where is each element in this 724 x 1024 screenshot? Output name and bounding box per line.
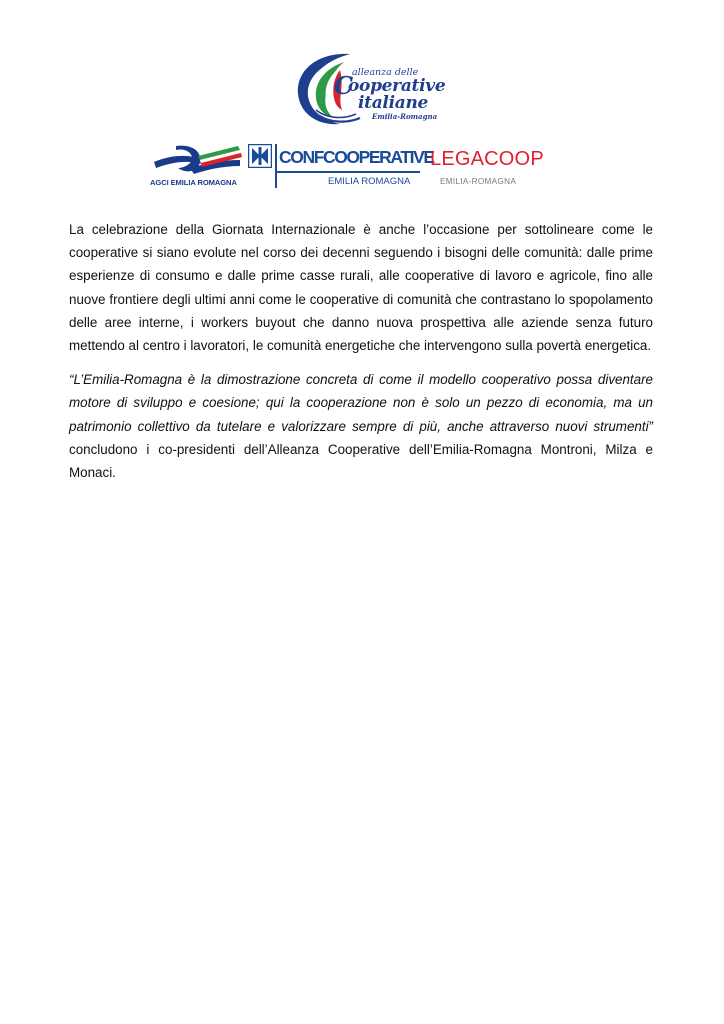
alleanza-logo-region: Emilia-Romagna <box>372 112 438 121</box>
confcooperative-region: EMILIA ROMAGNA <box>328 176 411 187</box>
agci-logo-caption: AGCI EMILIA ROMAGNA <box>150 178 237 187</box>
confcooperative-logo <box>248 144 434 190</box>
legacoop-logo <box>430 148 554 188</box>
agci-knot-icon <box>150 142 244 178</box>
alleanza-logo-line3: italiane <box>358 93 429 113</box>
svg-text:C: C <box>334 71 354 100</box>
alleanza-logo-line2: ooperative <box>348 76 446 96</box>
body-paragraph-2-quote: “L’Emilia-Romagna è la dimostrazione concreta di come il modello cooperativo possa diventare motore di sviluppo e coesione; qui la cooperazione non è solo un pezzo di economia, ma un patrimonio collettivo da tutelare e valorizzare sempre di più, anche attraverso nuovi strumenti” <box>69 372 653 434</box>
confcooperative-mark-icon <box>248 144 272 168</box>
alleanza-cooperative-logo <box>290 48 446 128</box>
confcooperative-vertical-rule <box>275 144 277 188</box>
confcooperative-name: CONFCOOPERATIVE <box>279 147 434 167</box>
alleanza-logo-line1: alleanza delle <box>352 67 419 78</box>
confcooperative-horizontal-rule <box>276 171 420 173</box>
document-body <box>69 218 653 484</box>
agci-logo <box>150 142 244 192</box>
legacoop-name: LEGACOOP <box>430 148 544 170</box>
body-paragraph-1: La celebrazione della Giornata Internazionale è anche l’occasione per sottolineare come le cooperative si siano evolute nel corso dei decenni seguendo i bisogni delle comunità: dalle prime esperienze di consumo e dalle prime casse rurali, alle cooperative di lavoro e agricole, fino alle nuove frontiere degli ultimi anni come le cooperative di comunità che contrastano lo spopolamento delle aree interne, i workers buyout che danno nuova prospettiva alle aziende senza futuro mettendo al centro i lavoratori, le comunità energetiche che intervengono sulla povertà energetica. <box>69 222 653 354</box>
legacoop-region: EMILIA-ROMAGNA <box>440 177 517 186</box>
body-paragraph-2-attribution: concludono i co-presidenti dell’Alleanza Cooperative dell’Emilia-Romagna Montroni, Milza e Monaci. <box>69 441 653 481</box>
body-paragraph-2 <box>69 368 653 484</box>
